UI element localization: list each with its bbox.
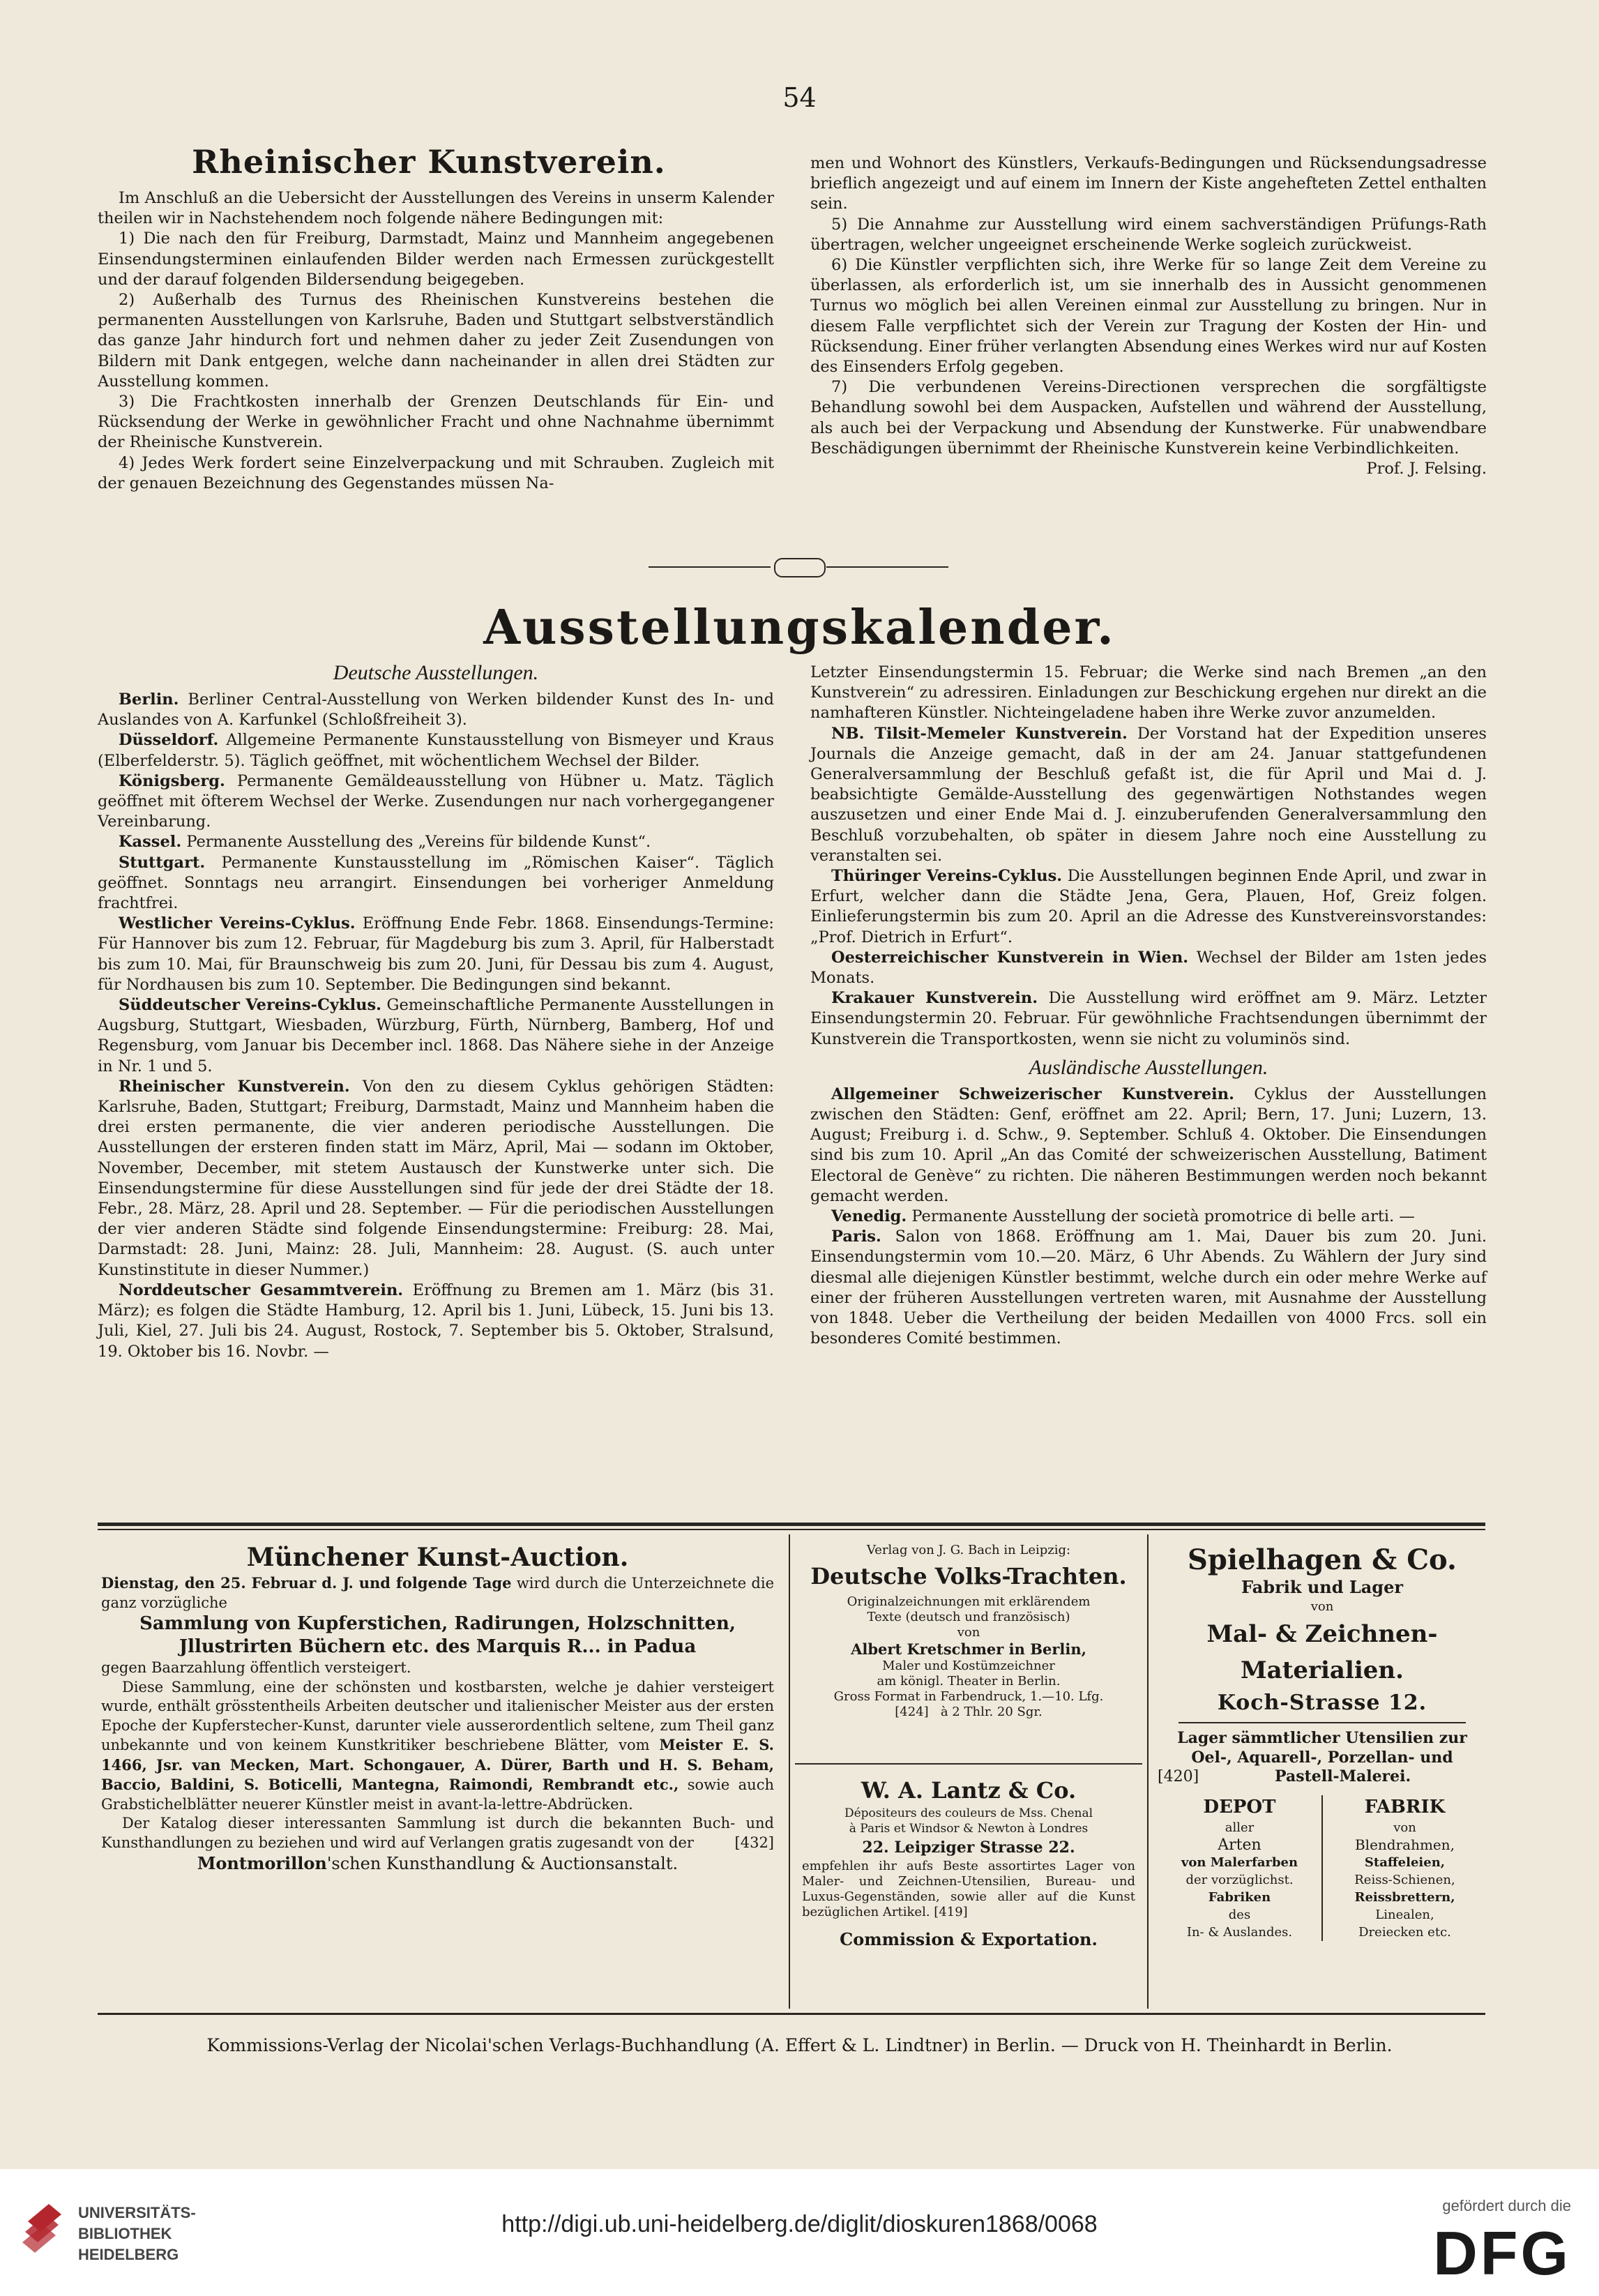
ads-divider-1: [789, 1534, 790, 2009]
paragraph: 7) Die verbundenen Vereins-Directionen versprechen die sorgfältigste Behandlung sowohl bei dem Auspacken, Aufstellen und während der Ausstellung, als auch bei der Verpackung und Absendung der Kunstwerke. Für unabwendbare Beschädigungen übernimmt der Rheinische Kunstverein keine Verbindlichkeiten.: [810, 378, 1487, 458]
entry: Kassel. Permanente Ausstellung des „Vereins für bildende Kunst“.: [119, 833, 651, 852]
ad-title: Spielhagen & Co.: [1188, 1543, 1457, 1576]
ad-bach-volkstrachten: Verlag von J. G. Bach in Leipzig: Deutsche Volks-Trachten. Originalzeichnungen mit erklärendem Texte (deutsch und französisch) von Albert Kretschmer in Berlin, Maler und Kostümzeichner am königl. Theater in Berlin. Gross Format in Farbendruck, 1.—10. Lfg. [424] à 2 Thlr. 20 Sgr.: [802, 1543, 1135, 1720]
entry: Rheinischer Kunstverein. Von den zu diesem Cyklus gehörigen Städten: Karlsruhe, Baden, Stuttgart; Freiburg, Darmstadt, Mainz und Mannheim haben die drei ersten permanente, die vier anderen periodische Ausstellungen. Die Ausstellungen der ersteren finden statt im März, April, Mai — sodann im Oktober, November, December, mit stetem Austausch der Kunstwerke unter sich. Die Einsendungstermine für diese Ausstellungen sind für jede der drei Städte der 18. Febr., 28. März, 28. April und 28. September. — Für die periodischen Ausstellungen der vier anderen Städte sind folgende Einsendungstermine: Freiburg: 28. Mai, Darmstadt: 28. Juni, Mainz: 28. Juli, Mannheim: 28. August. (S. auch unter Kunstinstitute in dieser Nummer.): [98, 1077, 774, 1279]
entry: Paris. Salon von 1868. Eröffnung am 1. Mai, Dauer bis zum 20. Juni. Einsendungstermin vom 10.—20. März, 6 Uhr Abends. Zu Wählern der Jury sind diesmal alle diejenigen Künstler bestimmt, welche durch ein oder mehre Werke auf einer der früheren Ausstellungen vertreten waren, mit Ausnahme der Ausstellung von 1848. Ueber die Vertheilung der beiden Medaillen von 4000 Frcs. soll ein besonderes Comité bestimmen.: [810, 1228, 1487, 1348]
entry: Düsseldorf. Allgemeine Permanente Kunstausstellung von Bismeyer und Kraus (Elberfelderstr. 5). Täglich geöffnet, mit wöchentlichem Wechsel der Bilder.: [98, 731, 774, 770]
paragraph: 4) Jedes Werk fordert seine Einzelverpackung und mit Schrauben. Zugleich mit der genauen Bezeichnung des Gegenstandes müssen Na-: [98, 453, 774, 492]
paragraph: 1) Die nach den für Freiburg, Darmstadt, Mainz und Mannheim angegebenen Einsendungsterminen einlaufenden Bilder werden nach Ermessen zurückgestellt und der darauf folgenden Bildersendung beigegeben.: [98, 229, 774, 289]
rheinischer-right-column: [810, 153, 1487, 479]
ads-divider-2: [1147, 1534, 1149, 2009]
paragraph: 3) Die Frachtkosten innerhalb der Grenzen Deutschlands für Ein- und Rücksendung der Werke in gewöhnlicher Fracht und ohne Nachnahme übernimmt der Rheinische Kunstverein.: [98, 393, 774, 452]
entry: Norddeutscher Gesammtverein. Eröffnung zu Bremen am 1. März (bis 31. März); es folgen die Städte Hamburg, 12. April bis 1. Juni, Lübeck, 15. Juni bis 13. Juli, Kiel, 27. Juli bis 24. August, Rostock, 7. September bis 5. Oktober, Stralsund, 19. Oktober bis 16. Novbr. —: [98, 1281, 774, 1361]
paragraph: 2) Außerhalb des Turnus des Rheinischen Kunstvereins bestehen die permanenten Ausstellungen von Karlsruhe, Baden und Stuttgart selbstverständlich das ganze Jahr hindurch fort und nehmen daher zu jeder Zeit Zusendungen von Bildern mit Dank entgegen, welche dann nacheinander in allen drei Städten zur Ausstellung kommen.: [98, 291, 774, 391]
ad-separator: [795, 1763, 1142, 1765]
page-number: 54: [782, 82, 817, 113]
kalender-left-column: [98, 659, 774, 1362]
kalender-right-column: [810, 663, 1487, 1350]
section-title-rheinischer: Rheinischer Kunstverein.: [192, 143, 666, 181]
entry: Venedig. Permanente Ausstellung der società promotrice di belle arti. —: [831, 1207, 1415, 1226]
paragraph: 6) Die Künstler verpflichten sich, ihre Werke für so lange Zeit dem Vereine zu überlassen, als erforderlich ist, um sie innerhalb des in Aussicht genommenen Turnus wo möglich bei allen Vereinen einmal zur Ausstellung zu bringen. Nur in diesem Falle verpflichtet sich der Verein zur Tragung der Kosten der Hin- und Rücksendung. Einer früher verlangten Absendung eines Werkes wird nur auf Kosten des Einsenders Erfolg gegeben.: [810, 256, 1487, 377]
rheinischer-left-column: [98, 188, 774, 494]
entry: Allgemeiner Schweizerischer Kunstverein. Cyklus der Ausstellungen zwischen den Städten: Genf, eröffnet am 22. April; Bern, 17. Juni; Luzern, 13. August; Freiburg i. d. Schw., 9. September. Schluß 4. Oktober. Die Einsendungen sind bis zum 10. April „An das Comité der schweizerischen Ausstellung, Batiment Electoral de Genève“ zu richten. Die näheren Bestimmungen werden noch bekannt gemacht werden.: [810, 1085, 1487, 1205]
entry: Königsberg. Permanente Gemäldeausstellung von Hübner u. Matz. Täglich geöffnet mit öfterem Wechsel der Werke. Zusendungen nur nach vorhergegangener Vereinbarung.: [98, 771, 774, 831]
ad-muenchener-auction: Münchener Kunst-Auction. Dienstag, den 25. Februar d. J. und folgende Tage wird durch die Unterzeichnete die ganz vorzügliche Sammlung von Kupferstichen, Radirungen, Holzschnitten, Jllustrirten Büchern etc. des Marquis R... in Padua gegen Baarzahlung öffentlich versteigert. Diese Sammlung, eine der schönsten und kostbarsten, welche je dahier versteigert wurde, enthält grösstentheils Arbeiten deutscher und italienischer Meister aus der ersten Epoche der Kupferstecher-Kunst, darunter viele ausserordentlich seltene, zum Theil ganz unbekannte und von keinem Kunstkritiker beschriebene Blätter, vom Meister E. S. 1466, Jsr. van Mecken, Mart. Schongauer, A. Dürer, Barth und H. S. Beham, Baccio, Baldini, S. Boticelli, Mantegna, Raimondi, Rembrandt etc., sowie auch Grabstichelblätter neuerer Künstler meist in avant-la-lettre-Abdrücken. Der Katalog dieser interessanten Sammlung ist durch die bekannten Buch- und Kunsthandlungen zu beziehen und wird auf Verlangen gratis zugesandt von der [432] Montmorillon'schen Kunsthandlung & Auctionsanstalt.: [101, 1543, 774, 1873]
ad-title: Deutsche Volks-Trachten.: [810, 1563, 1127, 1589]
entry: Stuttgart. Permanente Kunstausstellung im „Römischen Kaiser“. Täglich geöffnet. Sonntags neu arrangirt. Einsendungen bei vorheriger Anmeldung frachtfrei.: [98, 853, 774, 913]
ads-top-rule-thin: [98, 1529, 1485, 1530]
subheading-auslaendische: Ausländische Ausstellungen.: [1029, 1055, 1268, 1079]
ad-title: Münchener Kunst-Auction.: [246, 1543, 629, 1572]
entry: Westlicher Vereins-Cyklus. Eröffnung Ende Febr. 1868. Einsendungs-Termine: Für Hannover bis zum 12. Februar, für Magdeburg bis zum 3. April, für Halberstadt bis zum 10. Mai, für Braunschweig bis zum 20. Juni, für Dessau bis zum 4. August, für Nordhausen bis zum 10. September. Die Bedingungen sind bekannt.: [98, 914, 775, 994]
ad-lantz: W. A. Lantz & Co. Dépositeurs des couleurs de Mss. Chenal à Paris et Windsor & Newton à Londres 22. Leipziger Strasse 22. empfehlen ihr aufs Beste assortirtes Lager von Maler- und Zeichnen-Utensilien, Bureau- und Luxus-Gegenständen, sowie aller auf die Kunst bezüglichen Artikel. [419] Commission & Exportation.: [802, 1775, 1135, 1952]
library-name: UNIVERSITÄTS- BIBLIOTHEK HEIDELBERG: [78, 2204, 196, 2263]
fabrik-list: FABRIK von Blendrahmen, Staffeleien, Reiss-Schienen, Reissbrettern, Linealen, Dreiecken etc.: [1354, 1796, 1455, 1940]
ads-bottom-rule: [98, 2013, 1485, 2015]
section-title-kalender: Ausstellungskalender.: [483, 600, 1116, 656]
entry: NB. Tilsit-Memeler Kunstverein. Der Vorstand hat der Expedition unseres Journals die Anzeige gemacht, daß in der am 24. Januar stattgefundenen Generalversammlung der Beschluß gefaßt ist, die für April und Mai d. J. beabsichtigte Gemälde-Ausstellung des gegenwärtigen Nothstandes wegen auszusetzen und einer Ende Mai d. J. einzuberufenden Generalversammlung den Beschluß vorzubehalten, ob später in diesem Jahre noch eine Ausstellung zu veranstalten sei.: [810, 724, 1487, 865]
paragraph: men und Wohnort des Künstlers, Verkaufs-Bedingungen und Rücksendungsadresse brieflich angezeigt und auf einem im Innern der Kiste angehefteten Zettel enthalten sein.: [810, 154, 1487, 213]
source-url-link[interactable]: http://digi.ub.uni-heidelberg.de/diglit/dioskuren1868/0068: [501, 2211, 1098, 2237]
funding-note: gefördert durch die: [1442, 2197, 1571, 2214]
paragraph: Im Anschluß an die Uebersicht der Ausstellungen des Vereins in unserm Kalender theilen wir in Nachstehendem noch folgende nähere Bedingungen mit:: [98, 189, 774, 228]
ad-title: W. A. Lantz & Co.: [861, 1777, 1077, 1804]
entry: Oesterreichischer Kunstverein in Wien. Wechsel der Bilder am 1sten jedes Monats.: [810, 948, 1487, 988]
entry: Krakauer Kunstverein. Die Ausstellung wird eröffnet am 9. März. Letzter Einsendungstermin 20. Februar. Für gewöhnliche Frachtsendungen übernimmt der Kunstverein die Transportkosten, wenn sie nicht zu voluminös sind.: [810, 989, 1487, 1048]
signature: Prof. J. Felsing.: [1366, 460, 1487, 478]
depot-list: DEPOT aller Arten von Malerfarben der vorzüglichst. Fabriken des In- & Auslandes.: [1158, 1795, 1323, 1941]
subheading-deutsche: Deutsche Ausstellungen.: [333, 661, 539, 684]
entry: Süddeutscher Vereins-Cyklus. Gemeinschaftliche Permanente Ausstellungen in Augsburg, Stuttgart, Wiesbaden, Würzburg, Fürth, Nürnberg, Bamberg, Hof und Regensburg, vom Januar bis December incl. 1868. Das Nähere siehe in der Anzeige in Nr. 1 und 5.: [98, 996, 774, 1075]
entry: Berlin. Berliner Central-Ausstellung von Werken bildender Kunst des In- und Auslandes von A. Karfunkel (Schloßfreiheit 3).: [98, 690, 774, 730]
ad-spielhagen: Spielhagen & Co. Fabrik und Lager von Mal- & Zeichnen-Materialien. Koch-Strasse 12. Lager sämmtlicher Utensilien zur Oel-, Aquarell-, Porzellan- und [420] Pastell-Malerei. DEPOT aller Arten von Malerfarben der vorzüglichst. Fabriken des In- & Auslandes. FABRIK von Blendrahmen, Staffeleien, Reiss-Schienen, Reissbrettern, Linealen, Dreiecken etc.: [1158, 1543, 1487, 1941]
entry: Thüringer Vereins-Cyklus. Die Ausstellungen beginnen Ende April, und zwar in Erfurt, welcher dann die Städte Jena, Gera, Plauen, Hof, Greiz folgen. Einlieferungstermin bis zum 20. April an die Adresse des Kunstvereinsvorstandes: „Prof. Dietrich in Erfurt“.: [810, 867, 1487, 946]
paragraph: 5) Die Annahme zur Ausstellung wird einem sachverständigen Prüfungs-Rath übertragen, welcher ungeeignet erscheinende Werke sogleich zurückweist.: [810, 215, 1487, 254]
imprint-footer: Kommissions-Verlag der Nicolai'schen Verlags-Buchhandlung (A. Effert & L. Lindtner) in Berlin. — Druck von H. Theinhardt in Berlin.: [206, 2035, 1393, 2055]
ads-top-rule: [98, 1523, 1485, 1526]
entry: Letzter Einsendungstermin 15. Februar; die Werke sind nach Bremen „an den Kunstverein“ zu adressiren. Einladungen zur Beschickung ergehen nur direkt an die namhafteren Künstler. Nichteingeladene haben ihre Werke zuvor anzumelden.: [810, 663, 1487, 723]
dfg-logo: DFG: [1433, 2219, 1571, 2288]
ornament-divider: [649, 562, 948, 571]
